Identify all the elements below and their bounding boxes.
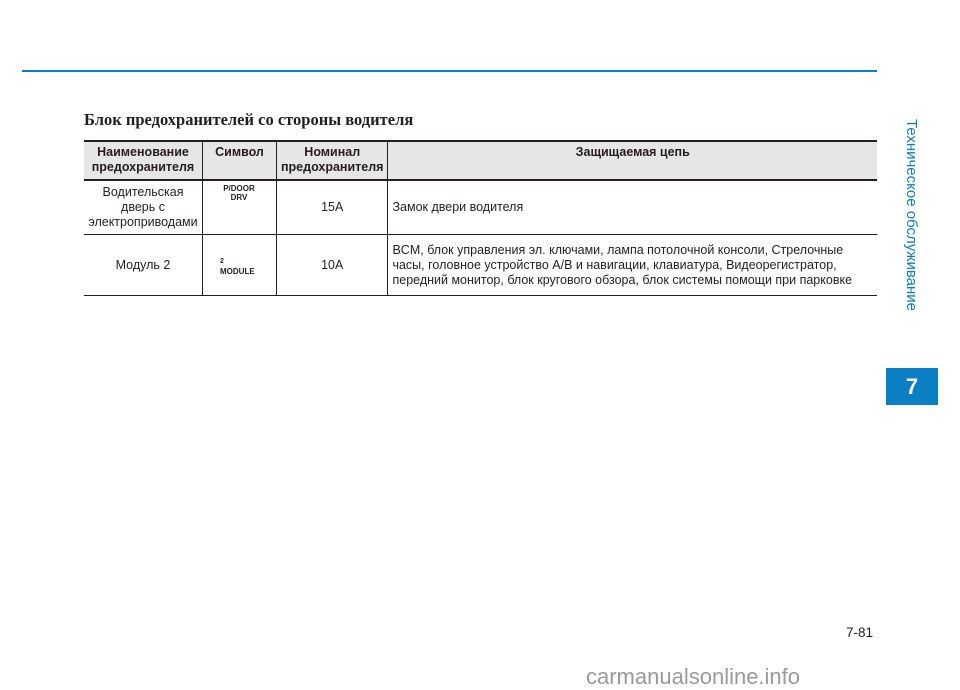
table-header-row bbox=[84, 141, 877, 180]
fuse-symbol-label: P/DOOR DRV bbox=[223, 184, 255, 202]
fuse-symbol-label: MODULE bbox=[220, 267, 255, 276]
chapter-side-tab bbox=[884, 70, 939, 360]
fuse-symbol-number: 2 bbox=[220, 258, 224, 265]
fuse-symbol-cell bbox=[203, 235, 277, 296]
chapter-title: Техническое обслуживание bbox=[903, 119, 920, 311]
fuse-name-cell: Водительская дверь с электроприводами bbox=[84, 180, 203, 235]
fuse-rating-cell: 10A bbox=[277, 235, 388, 296]
fuse-table bbox=[84, 140, 877, 296]
fuse-name-cell: Модуль 2 bbox=[84, 235, 203, 296]
header-circuit: Защищаемая цепь bbox=[388, 141, 877, 180]
header-rating: Номинал предохранителя bbox=[277, 141, 388, 180]
page-number: 7-81 bbox=[846, 625, 874, 640]
fuse-rating-cell: 15A bbox=[277, 180, 388, 235]
watermark: carmanualsonline.info bbox=[586, 664, 801, 689]
header-symbol: Символ bbox=[203, 141, 277, 180]
fuse-circuit-cell: Замок двери водителя bbox=[388, 180, 877, 235]
fuse-symbol-cell bbox=[203, 180, 277, 235]
table-row bbox=[84, 235, 877, 296]
chapter-number-badge: 7 bbox=[886, 368, 938, 405]
top-rule bbox=[22, 70, 877, 72]
fuse-circuit-cell: BCM, блок управления эл. ключами, лампа потолочной консоли, Стрелочные часы, головное устройство A/B и навигации, клавиатура, Видеорегистратор, передний монитор, блок кругового обзора, блок системы помощи при парковке bbox=[388, 235, 877, 296]
header-fuse-name: Наименование предохранителя bbox=[84, 141, 203, 180]
table-row bbox=[84, 180, 877, 235]
section-title: Блок предохранителей со стороны водителя bbox=[84, 110, 414, 129]
